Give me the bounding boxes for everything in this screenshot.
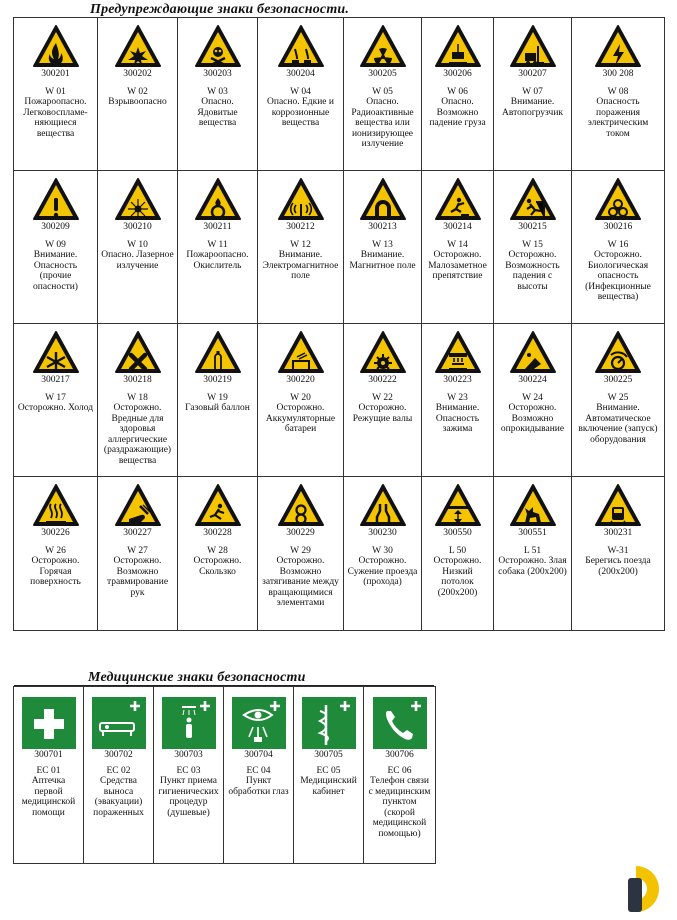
warning-sign-code: 300224 bbox=[518, 375, 547, 385]
medical-sign-code: 300702 bbox=[104, 750, 133, 760]
warning-sign-number: W 10 bbox=[127, 240, 148, 250]
warning-sign-description: Опасно. Радиоактивные вещества или ионизирующее излучение bbox=[351, 97, 414, 149]
train-icon bbox=[594, 483, 642, 527]
warning-sign-cell bbox=[422, 18, 494, 171]
narrowing-icon bbox=[359, 483, 407, 527]
warning-sign-number: W 27 bbox=[127, 546, 148, 556]
warning-sign-description: Внимание. Опасность зажима bbox=[435, 403, 480, 434]
warning-sign-code: 300223 bbox=[443, 375, 472, 385]
warning-sign-description: Внимание. Автопогрузчик bbox=[501, 97, 564, 118]
medical-sign-number: ЕС 04 bbox=[246, 766, 271, 776]
warning-sign-number: W 06 bbox=[447, 87, 468, 97]
low-ceiling-icon bbox=[434, 483, 482, 527]
warning-sign-description: Осторожно. Горячая поверхность bbox=[30, 556, 81, 587]
warning-sign-code: 300207 bbox=[518, 69, 547, 79]
medical-sign-cell bbox=[224, 687, 294, 864]
warning-sign-description: Опасно. Едкие и коррозионные вещества bbox=[267, 97, 334, 128]
warning-sign-number: L 51 bbox=[523, 546, 542, 556]
warning-sign-cell bbox=[422, 324, 494, 477]
warning-sign-cell bbox=[572, 171, 665, 324]
warning-sign-cell bbox=[344, 171, 422, 324]
warning-sign-cell bbox=[258, 171, 344, 324]
warning-sign-cell bbox=[178, 324, 258, 477]
warning-sign-number: W-31 bbox=[607, 546, 629, 556]
explosion-icon bbox=[114, 24, 162, 68]
caduceus-icon bbox=[302, 697, 356, 749]
medical-signs-table bbox=[13, 686, 436, 864]
warning-sign-number: W 20 bbox=[290, 393, 311, 403]
warning-sign-number: W 28 bbox=[207, 546, 228, 556]
warning-sign-cell bbox=[344, 18, 422, 171]
warning-section-title: Предупреждающие знаки безопасности. bbox=[90, 2, 350, 17]
cutting-rollers-icon bbox=[359, 330, 407, 374]
warning-sign-number: W 11 bbox=[207, 240, 228, 250]
warning-sign-description: Осторожно. Возможно травмирование рук bbox=[106, 556, 169, 598]
lightning-icon bbox=[594, 24, 642, 68]
medical-sign-description: Пункт обработки глаз bbox=[228, 776, 289, 797]
warning-sign-number: L 50 bbox=[448, 546, 467, 556]
warning-sign-description: Осторожно. Холод bbox=[17, 403, 94, 413]
warning-sign-code: 300215 bbox=[518, 222, 547, 232]
warning-sign-cell bbox=[98, 171, 178, 324]
warning-sign-code: 300 208 bbox=[602, 69, 634, 79]
hot-surface-icon bbox=[32, 483, 80, 527]
warning-sign-description: Пожароопасно. Окислитель bbox=[186, 250, 249, 271]
forklift-icon bbox=[509, 24, 557, 68]
medical-sign-number: ЕС 05 bbox=[316, 766, 341, 776]
warning-sign-code: 300203 bbox=[203, 69, 232, 79]
warning-sign-code: 300213 bbox=[368, 222, 397, 232]
brand-logo-icon bbox=[622, 862, 676, 916]
tipping-icon bbox=[509, 330, 557, 374]
warning-sign-code: 300217 bbox=[41, 375, 70, 385]
slippery-icon bbox=[194, 483, 242, 527]
medical-sign-cell bbox=[294, 687, 364, 864]
shower-icon bbox=[162, 697, 216, 749]
magnet-icon bbox=[359, 177, 407, 221]
warning-sign-description: Осторожно. Злая собака (200х200) bbox=[498, 556, 567, 577]
warning-sign-code: 300226 bbox=[41, 528, 70, 538]
corrosive-icon bbox=[277, 24, 325, 68]
warning-sign-description: Опасно. Лазерное излучение bbox=[101, 250, 174, 271]
warning-sign-description: Осторожно. Низкий потолок (200х200) bbox=[433, 556, 482, 598]
warning-sign-cell bbox=[98, 477, 178, 631]
warning-sign-number: W 22 bbox=[372, 393, 393, 403]
warning-sign-cell bbox=[14, 171, 98, 324]
warning-sign-code: 300209 bbox=[41, 222, 70, 232]
warning-row bbox=[14, 324, 665, 477]
first-aid-cross-icon bbox=[22, 697, 76, 749]
medical-sign-number: ЕС 06 bbox=[387, 766, 412, 776]
warning-sign-cell bbox=[572, 18, 665, 171]
medical-sign-number: ЕС 02 bbox=[106, 766, 131, 776]
warning-sign-number: W 15 bbox=[522, 240, 543, 250]
phone-icon bbox=[373, 697, 427, 749]
warning-sign-code: 300212 bbox=[286, 222, 315, 232]
warning-sign-number: W 23 bbox=[447, 393, 468, 403]
eye-wash-icon bbox=[232, 697, 286, 749]
medical-sign-description: Аптечка первой медицинской помощи bbox=[21, 776, 76, 818]
warning-sign-cell bbox=[422, 477, 494, 631]
warning-sign-number: W 01 bbox=[45, 87, 66, 97]
warning-sign-description: Берегись поезда (200х200) bbox=[585, 556, 651, 577]
warning-sign-cell bbox=[258, 324, 344, 477]
medical-sign-code: 300701 bbox=[34, 750, 63, 760]
warning-sign-cell bbox=[494, 18, 572, 171]
warning-sign-description: Внимание. Магнитное поле bbox=[349, 250, 416, 271]
medical-sign-cell bbox=[154, 687, 224, 864]
laser-icon bbox=[114, 177, 162, 221]
warning-sign-code: 300220 bbox=[286, 375, 315, 385]
medical-sign-cell bbox=[364, 687, 436, 864]
warning-sign-number: W 14 bbox=[447, 240, 468, 250]
medical-sign-code: 300703 bbox=[174, 750, 203, 760]
snowflake-icon bbox=[32, 330, 80, 374]
warning-sign-number: W 29 bbox=[290, 546, 311, 556]
warning-sign-code: 300551 bbox=[518, 528, 547, 538]
warning-sign-cell bbox=[494, 324, 572, 477]
warning-sign-description: Осторожно. Скользко bbox=[193, 556, 242, 577]
warning-sign-number: W 09 bbox=[45, 240, 66, 250]
warning-sign-description: Осторожно. Режущие валы bbox=[352, 403, 413, 424]
medical-sign-number: ЕС 03 bbox=[176, 766, 201, 776]
warning-sign-number: W 17 bbox=[45, 393, 66, 403]
warning-sign-cell bbox=[494, 477, 572, 631]
warning-sign-description: Внимание. Опасность (прочие опасности) bbox=[33, 250, 78, 292]
warning-sign-code: 300214 bbox=[443, 222, 472, 232]
warning-sign-code: 300230 bbox=[368, 528, 397, 538]
warning-sign-number: W 19 bbox=[207, 393, 228, 403]
falling-load-icon bbox=[434, 24, 482, 68]
warning-sign-cell bbox=[14, 324, 98, 477]
warning-sign-description: Взрывоопасно bbox=[108, 97, 167, 107]
warning-sign-code: 300205 bbox=[368, 69, 397, 79]
warning-sign-cell bbox=[494, 171, 572, 324]
medical-sign-description: Средства выноса (эвакуации) пораженных bbox=[93, 776, 144, 818]
warning-sign-number: W 03 bbox=[207, 87, 228, 97]
rotating-rollers-icon bbox=[277, 483, 325, 527]
warning-sign-cell bbox=[258, 477, 344, 631]
warning-sign-cell bbox=[422, 171, 494, 324]
warning-sign-number: W 07 bbox=[522, 87, 543, 97]
crush-icon bbox=[434, 330, 482, 374]
warning-sign-cell bbox=[178, 18, 258, 171]
warning-sign-number: W 18 bbox=[127, 393, 148, 403]
radiation-icon bbox=[359, 24, 407, 68]
warning-sign-number: W 26 bbox=[45, 546, 66, 556]
dog-icon bbox=[509, 483, 557, 527]
warning-sign-description: Внимание. Автоматическое включение (запуск) оборудования bbox=[578, 403, 658, 445]
warning-sign-cell bbox=[572, 477, 665, 631]
warning-sign-number: W 12 bbox=[290, 240, 311, 250]
warning-sign-number: W 13 bbox=[372, 240, 393, 250]
warning-sign-description: Опасно. Ядовитые вещества bbox=[197, 97, 238, 128]
warning-sign-number: W 04 bbox=[290, 87, 311, 97]
warning-sign-description: Осторожно. Возможно затягивание между вращающимися элементами bbox=[262, 556, 339, 608]
warning-sign-cell bbox=[14, 18, 98, 171]
warning-sign-number: W 02 bbox=[127, 87, 148, 97]
oxidizer-icon bbox=[194, 177, 242, 221]
warning-row bbox=[14, 18, 665, 171]
medical-sign-cell bbox=[14, 687, 84, 864]
warning-sign-code: 300222 bbox=[368, 375, 397, 385]
warning-sign-number: W 25 bbox=[607, 393, 629, 403]
warning-sign-cell bbox=[572, 324, 665, 477]
fall-from-height-icon bbox=[509, 177, 557, 221]
medical-section-title: Медицинские знаки безопасности bbox=[88, 670, 306, 685]
warning-sign-code: 300228 bbox=[203, 528, 232, 538]
warning-row bbox=[14, 477, 665, 631]
warning-sign-code: 300201 bbox=[41, 69, 70, 79]
warning-sign-description: Пожароопасно. Легковоспламе-няющиеся вещества bbox=[23, 97, 88, 139]
warning-sign-code: 300202 bbox=[123, 69, 152, 79]
warning-sign-number: W 08 bbox=[607, 87, 629, 97]
skull-crossbones-icon bbox=[194, 24, 242, 68]
warning-sign-cell bbox=[178, 477, 258, 631]
warning-sign-cell bbox=[344, 477, 422, 631]
warning-sign-cell bbox=[98, 18, 178, 171]
flame-icon bbox=[32, 24, 80, 68]
medical-sign-description: Пункт приема гигиенических процедур (душевые) bbox=[158, 776, 219, 818]
medical-sign-number: ЕС 01 bbox=[36, 766, 61, 776]
warning-sign-code: 300219 bbox=[203, 375, 232, 385]
warning-sign-code: 300204 bbox=[286, 69, 315, 79]
warning-sign-description: Опасность поражения электрическим током bbox=[587, 97, 649, 139]
warning-sign-cell bbox=[98, 324, 178, 477]
warning-sign-description: Осторожно. Возможность падения с высоты bbox=[505, 250, 560, 292]
warning-sign-cell bbox=[14, 477, 98, 631]
warning-sign-description: Осторожно. Биологическая опасность (Инфекционные вещества) bbox=[585, 250, 651, 302]
stretcher-icon bbox=[92, 697, 146, 749]
warning-sign-number: W 24 bbox=[522, 393, 543, 403]
medical-sign-code: 300706 bbox=[385, 750, 414, 760]
warning-sign-description: Газовый баллон bbox=[185, 403, 250, 413]
electromagnetic-icon bbox=[277, 177, 325, 221]
biohazard-icon bbox=[594, 177, 642, 221]
warning-sign-code: 300225 bbox=[603, 375, 633, 385]
medical-sign-code: 300704 bbox=[244, 750, 273, 760]
warning-sign-description: Опасно. Возможно падение груза bbox=[429, 97, 486, 128]
medical-sign-description: Медицинский кабинет bbox=[300, 776, 357, 797]
automatic-start-icon bbox=[594, 330, 642, 374]
gas-cylinder-icon bbox=[194, 330, 242, 374]
trip-hazard-icon bbox=[434, 177, 482, 221]
medical-sign-code: 300705 bbox=[314, 750, 343, 760]
medical-sign-cell bbox=[84, 687, 154, 864]
battery-icon bbox=[277, 330, 325, 374]
warning-sign-cell bbox=[258, 18, 344, 171]
warning-sign-description: Осторожно. Сужение проезда (прохода) bbox=[347, 556, 418, 587]
warning-sign-number: W 30 bbox=[372, 546, 393, 556]
warning-sign-code: 300218 bbox=[123, 375, 152, 385]
warning-sign-code: 300229 bbox=[286, 528, 315, 538]
warning-sign-code: 300216 bbox=[603, 222, 633, 232]
warning-sign-code: 300227 bbox=[123, 528, 152, 538]
warning-sign-cell bbox=[178, 171, 258, 324]
warning-sign-number: W 05 bbox=[372, 87, 393, 97]
medical-sign-description: Телефон связи с медицинским пунктом (скорой медицинской помощью) bbox=[368, 776, 431, 839]
harmful-x-icon bbox=[114, 330, 162, 374]
warning-sign-number: W 16 bbox=[607, 240, 629, 250]
warning-sign-code: 300211 bbox=[203, 222, 232, 232]
exclamation-icon bbox=[32, 177, 80, 221]
warning-row bbox=[14, 171, 665, 324]
warning-sign-code: 300206 bbox=[443, 69, 472, 79]
warning-sign-code: 300231 bbox=[603, 528, 633, 538]
hand-injury-icon bbox=[114, 483, 162, 527]
warning-sign-description: Осторожно. Вредные для здоровья аллергические (раздражающие) вещества bbox=[103, 403, 172, 466]
warning-sign-code: 300210 bbox=[123, 222, 152, 232]
warning-sign-cell bbox=[344, 324, 422, 477]
warning-sign-description: Осторожно. Малозаметное препятствие bbox=[428, 250, 487, 281]
warning-sign-description: Внимание. Электромагнитное поле bbox=[262, 250, 339, 281]
warning-signs-table bbox=[13, 17, 665, 631]
warning-sign-description: Осторожно. Возможно опрокидывание bbox=[500, 403, 565, 434]
medical-row bbox=[14, 687, 436, 864]
warning-sign-code: 300550 bbox=[443, 528, 472, 538]
warning-sign-description: Осторожно. Аккумуляторные батареи bbox=[265, 403, 336, 434]
